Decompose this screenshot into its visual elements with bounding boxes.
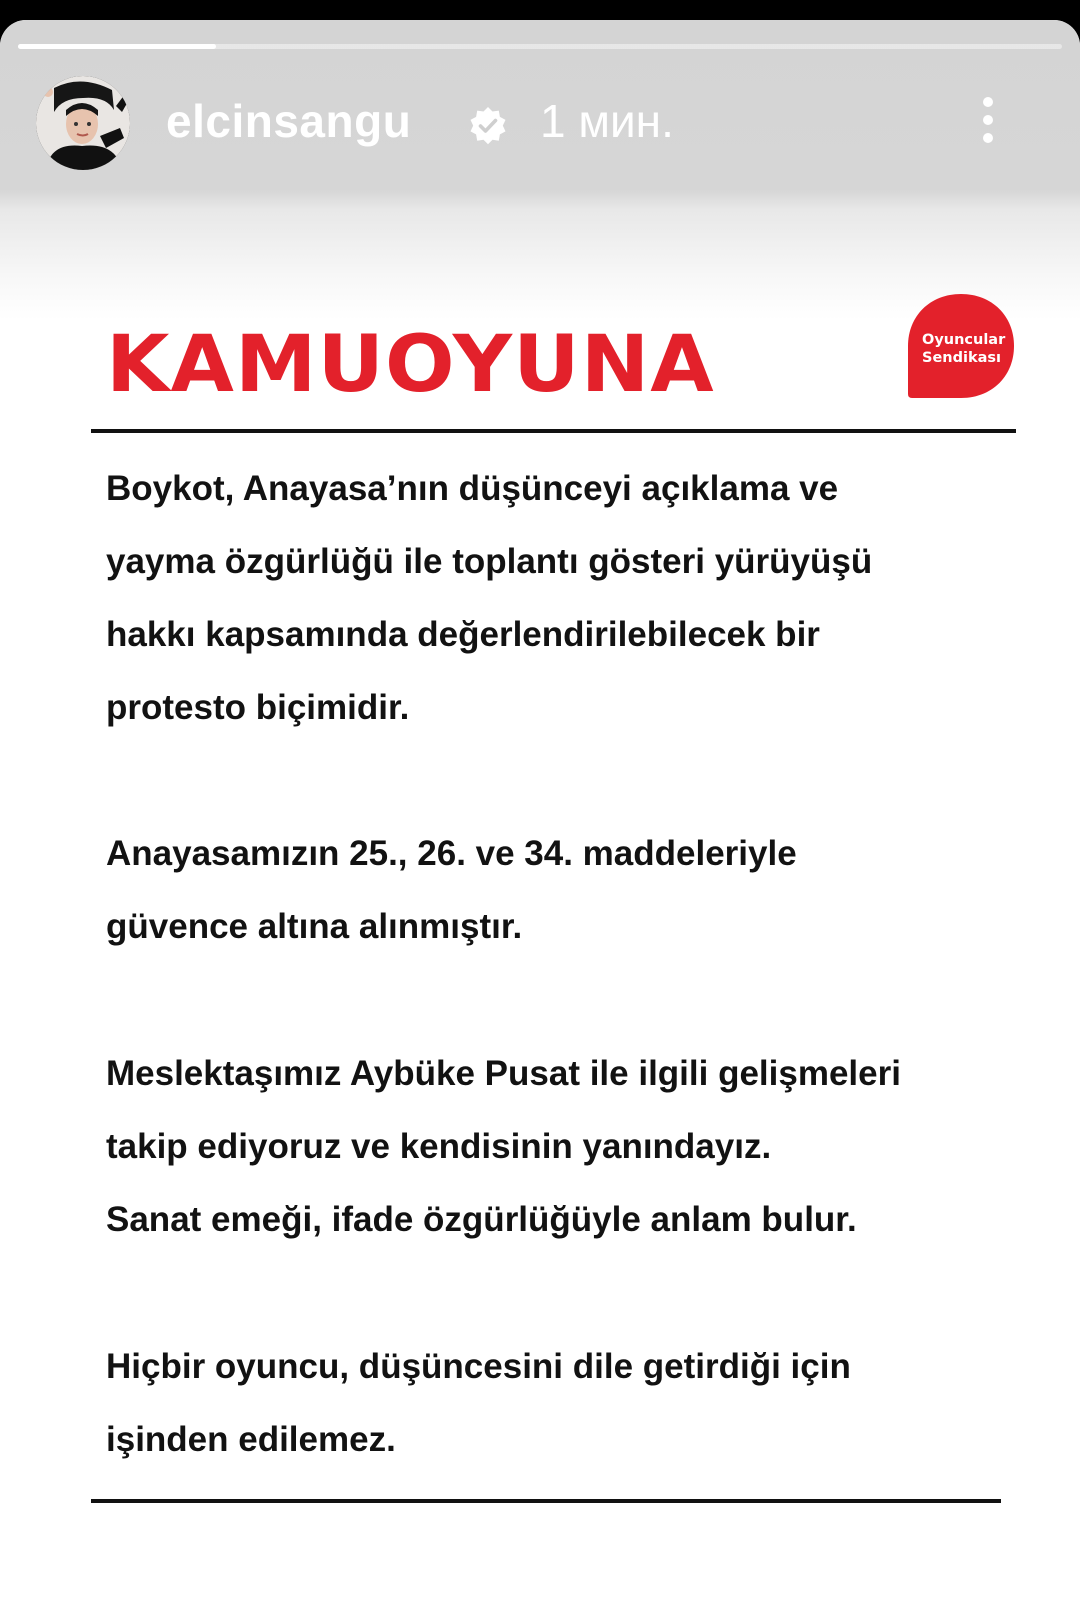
paragraph-2: [106, 817, 1006, 963]
divider-bottom: [91, 1499, 1001, 1503]
story-progress-bar: [18, 44, 1062, 49]
verified-badge-icon: [468, 106, 508, 146]
post-time: 1 мин.: [540, 95, 674, 147]
logo-line-2: Sendikası: [922, 350, 1001, 366]
paragraph-line: Sanat emeği, ifade özgürlüğüyle anlam bulur.: [106, 1200, 857, 1239]
story-progress-fill: [18, 44, 216, 49]
paragraph-line: işinden edilemez.: [106, 1420, 396, 1459]
page-title: KAMUOYUNA: [106, 320, 715, 410]
paragraph-line: Meslektaşımız Aybüke Pusat ile ilgili gelişmeleri: [106, 1054, 901, 1093]
story-card[interactable]: [0, 20, 1080, 1600]
oyuncular-sendikasi-logo: [906, 292, 1016, 402]
paragraph-4: [106, 1330, 1006, 1476]
logo-line-1: Oyuncular: [922, 332, 1006, 348]
paragraph-line: takip ediyoruz ve kendisinin yanındayız.: [106, 1127, 772, 1166]
paragraph-line: güvence altına alınmıştır.: [106, 907, 523, 946]
story-header: [0, 20, 1080, 320]
paragraph-line: hakkı kapsamında değerlendirilebilecek bir: [106, 615, 820, 654]
paragraph-line: protesto biçimidir.: [106, 688, 410, 727]
paragraph-1: [106, 452, 1006, 744]
avatar[interactable]: [36, 76, 130, 170]
paragraph-line: Hiçbir oyuncu, düşüncesini dile getirdiği için: [106, 1347, 851, 1386]
divider-top: [91, 429, 1016, 433]
paragraph-3: [106, 1037, 1006, 1256]
paragraph-line: yayma özgürlüğü ile toplantı gösteri yürüyüşü: [106, 542, 873, 581]
username[interactable]: elcinsangu: [166, 95, 412, 147]
paragraph-line: Boykot, Anayasa’nın düşünceyi açıklama ve: [106, 469, 839, 508]
more-vertical-icon[interactable]: [970, 94, 1006, 150]
paragraph-line: Anayasamızın 25., 26. ve 34. maddeleriyle: [106, 834, 797, 873]
